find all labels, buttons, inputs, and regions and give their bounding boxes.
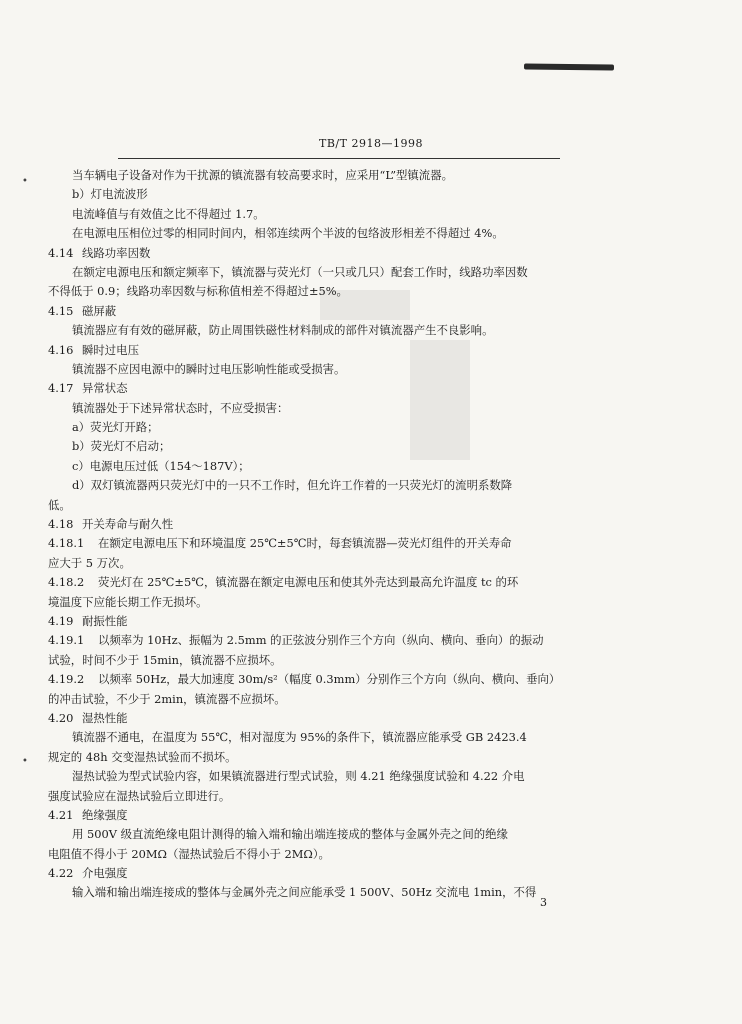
section-title: 绝缘强度 [82,807,128,822]
subclause-text: 荧光灯在 25℃±5℃，镇流器在额定电源电压和使其外壳达到最高允许温度 tc 的环 [98,575,519,590]
subclause-text: 在额定电源电压下和环境温度 25℃±5℃时，每套镇流器—荧光灯组件的开关寿命 [98,536,512,551]
section-heading [48,515,568,534]
continuation-line: 低。 [48,497,71,512]
paragraph-line: 在额定电源电压和额定频率下，镇流器与荧光灯（一只或几只）配套工作时，线路功率因数 [72,264,528,279]
subclause-number: 4.18.2 [48,575,85,590]
paragraph-line: 镇流器处于下述异常状态时，不应受损害： [72,400,289,415]
section-heading [48,379,568,398]
section-number: 4.20 [48,710,74,725]
header-rule [118,158,560,159]
section-title: 瞬时过电压 [82,342,139,357]
section-heading [48,341,568,360]
paragraph-line: 输入端和输出端连接成的整体与金属外壳之间应能承受 1 500V、50Hz 交流电 1min，不得 [72,885,537,900]
section-title: 湿热性能 [82,710,128,725]
continuation-line: 的冲击试验，不少于 2min，镇流器不应损坏。 [48,691,286,706]
scan-artifact-bar [524,64,614,71]
continuation-line: 试验，时间不少于 15min，镇流器不应损坏。 [48,652,282,667]
subclause-line [48,631,568,650]
section-heading [48,709,568,728]
paragraph-line: b）灯电流波形 [72,187,148,202]
section-heading [48,806,568,825]
section-heading [48,244,568,263]
section-title: 介电强度 [82,866,128,881]
continuation-line: 电阻值不得小于 20MΩ（湿热试验后不得小于 2MΩ）。 [48,846,330,861]
section-number: 4.15 [48,303,74,318]
section-title: 耐振性能 [82,613,128,628]
section-title: 开关寿命与耐久性 [82,517,174,532]
section-number: 4.17 [48,381,74,396]
section-title: 磁屏蔽 [82,303,117,318]
section-title: 线路功率因数 [82,245,151,260]
section-heading [48,302,568,321]
paragraph-line: 当车辆电子设备对作为干扰源的镇流器有较高要求时，应采用“L”型镇流器。 [72,168,453,182]
paragraph-line: a）荧光灯开路； [72,420,159,435]
margin-bullet: • [22,756,28,767]
margin-bullet: • [22,176,28,187]
paragraph-line: 在电源电压相位过零的相同时间内，相邻连续两个半波的包络波形相差不得超过 4%。 [72,226,504,241]
continuation-line: 应大于 5 万次。 [48,555,131,570]
section-number: 4.14 [48,245,74,260]
paragraph-line: 湿热试验为型式试验内容，如果镇流器进行型式试验，则 4.21 绝缘强度试验和 4.22 介电 [72,769,525,784]
section-number: 4.18 [48,517,74,532]
continuation-line: 强度试验应在湿热试验后立即进行。 [48,788,231,803]
paragraph-line: 镇流器不应因电源中的瞬时过电压影响性能或受损害。 [72,361,346,376]
paragraph-line: 镇流器不通电，在温度为 55℃，相对湿度为 95%的条件下，镇流器应能承受 GB 2423.4 [72,730,527,745]
subclause-line [48,573,568,592]
paragraph-line: 用 500V 级直流绝缘电阻计测得的输入端和输出端连接成的整体与金属外壳之间的绝缘 [72,827,508,842]
document-body [48,166,568,903]
subclause-line [48,670,568,689]
section-title: 异常状态 [82,381,128,396]
section-number: 4.19 [48,613,74,628]
paragraph-line: 电流峰值与有效值之比不得超过 1.7。 [72,206,265,221]
page-number: 3 [540,896,547,909]
continuation-line: 不得低于 0.9；线路功率因数与标称值相差不得超过±5%。 [48,284,348,299]
section-heading [48,612,568,631]
paragraph-line: 镇流器应有有效的磁屏蔽，防止周围铁磁性材料制成的部件对镇流器产生不良影响。 [72,323,494,338]
section-heading [48,864,568,883]
continuation-line: 境温度下应能长期工作无损坏。 [48,594,208,609]
section-number: 4.21 [48,807,74,822]
document-header: TB/T 2918—1998 [319,137,423,150]
subclause-number: 4.19.2 [48,672,85,687]
continuation-line: 规定的 48h 交变湿热试验而不损坏。 [48,749,237,764]
paragraph-line: b）荧光灯不启动； [72,439,171,454]
subclause-number: 4.18.1 [48,536,85,551]
subclause-text: 以频率为 10Hz、振幅为 2.5mm 的正弦波分别作三个方向（纵向、横向、垂向）的振动 [98,633,544,648]
subclause-line [48,534,568,553]
paragraph-line: d）双灯镇流器两只荧光灯中的一只不工作时，但允许工作着的一只荧光灯的流明系数降 [72,478,513,493]
subclause-number: 4.19.1 [48,633,85,648]
paragraph-line: c）电源电压过低（154～187V）； [72,458,250,473]
section-number: 4.16 [48,342,74,357]
section-number: 4.22 [48,866,74,881]
subclause-text: 以频率 50Hz，最大加速度 30m/s²（幅度 0.3mm）分别作三个方向（纵向、横向、垂向） [98,672,561,687]
